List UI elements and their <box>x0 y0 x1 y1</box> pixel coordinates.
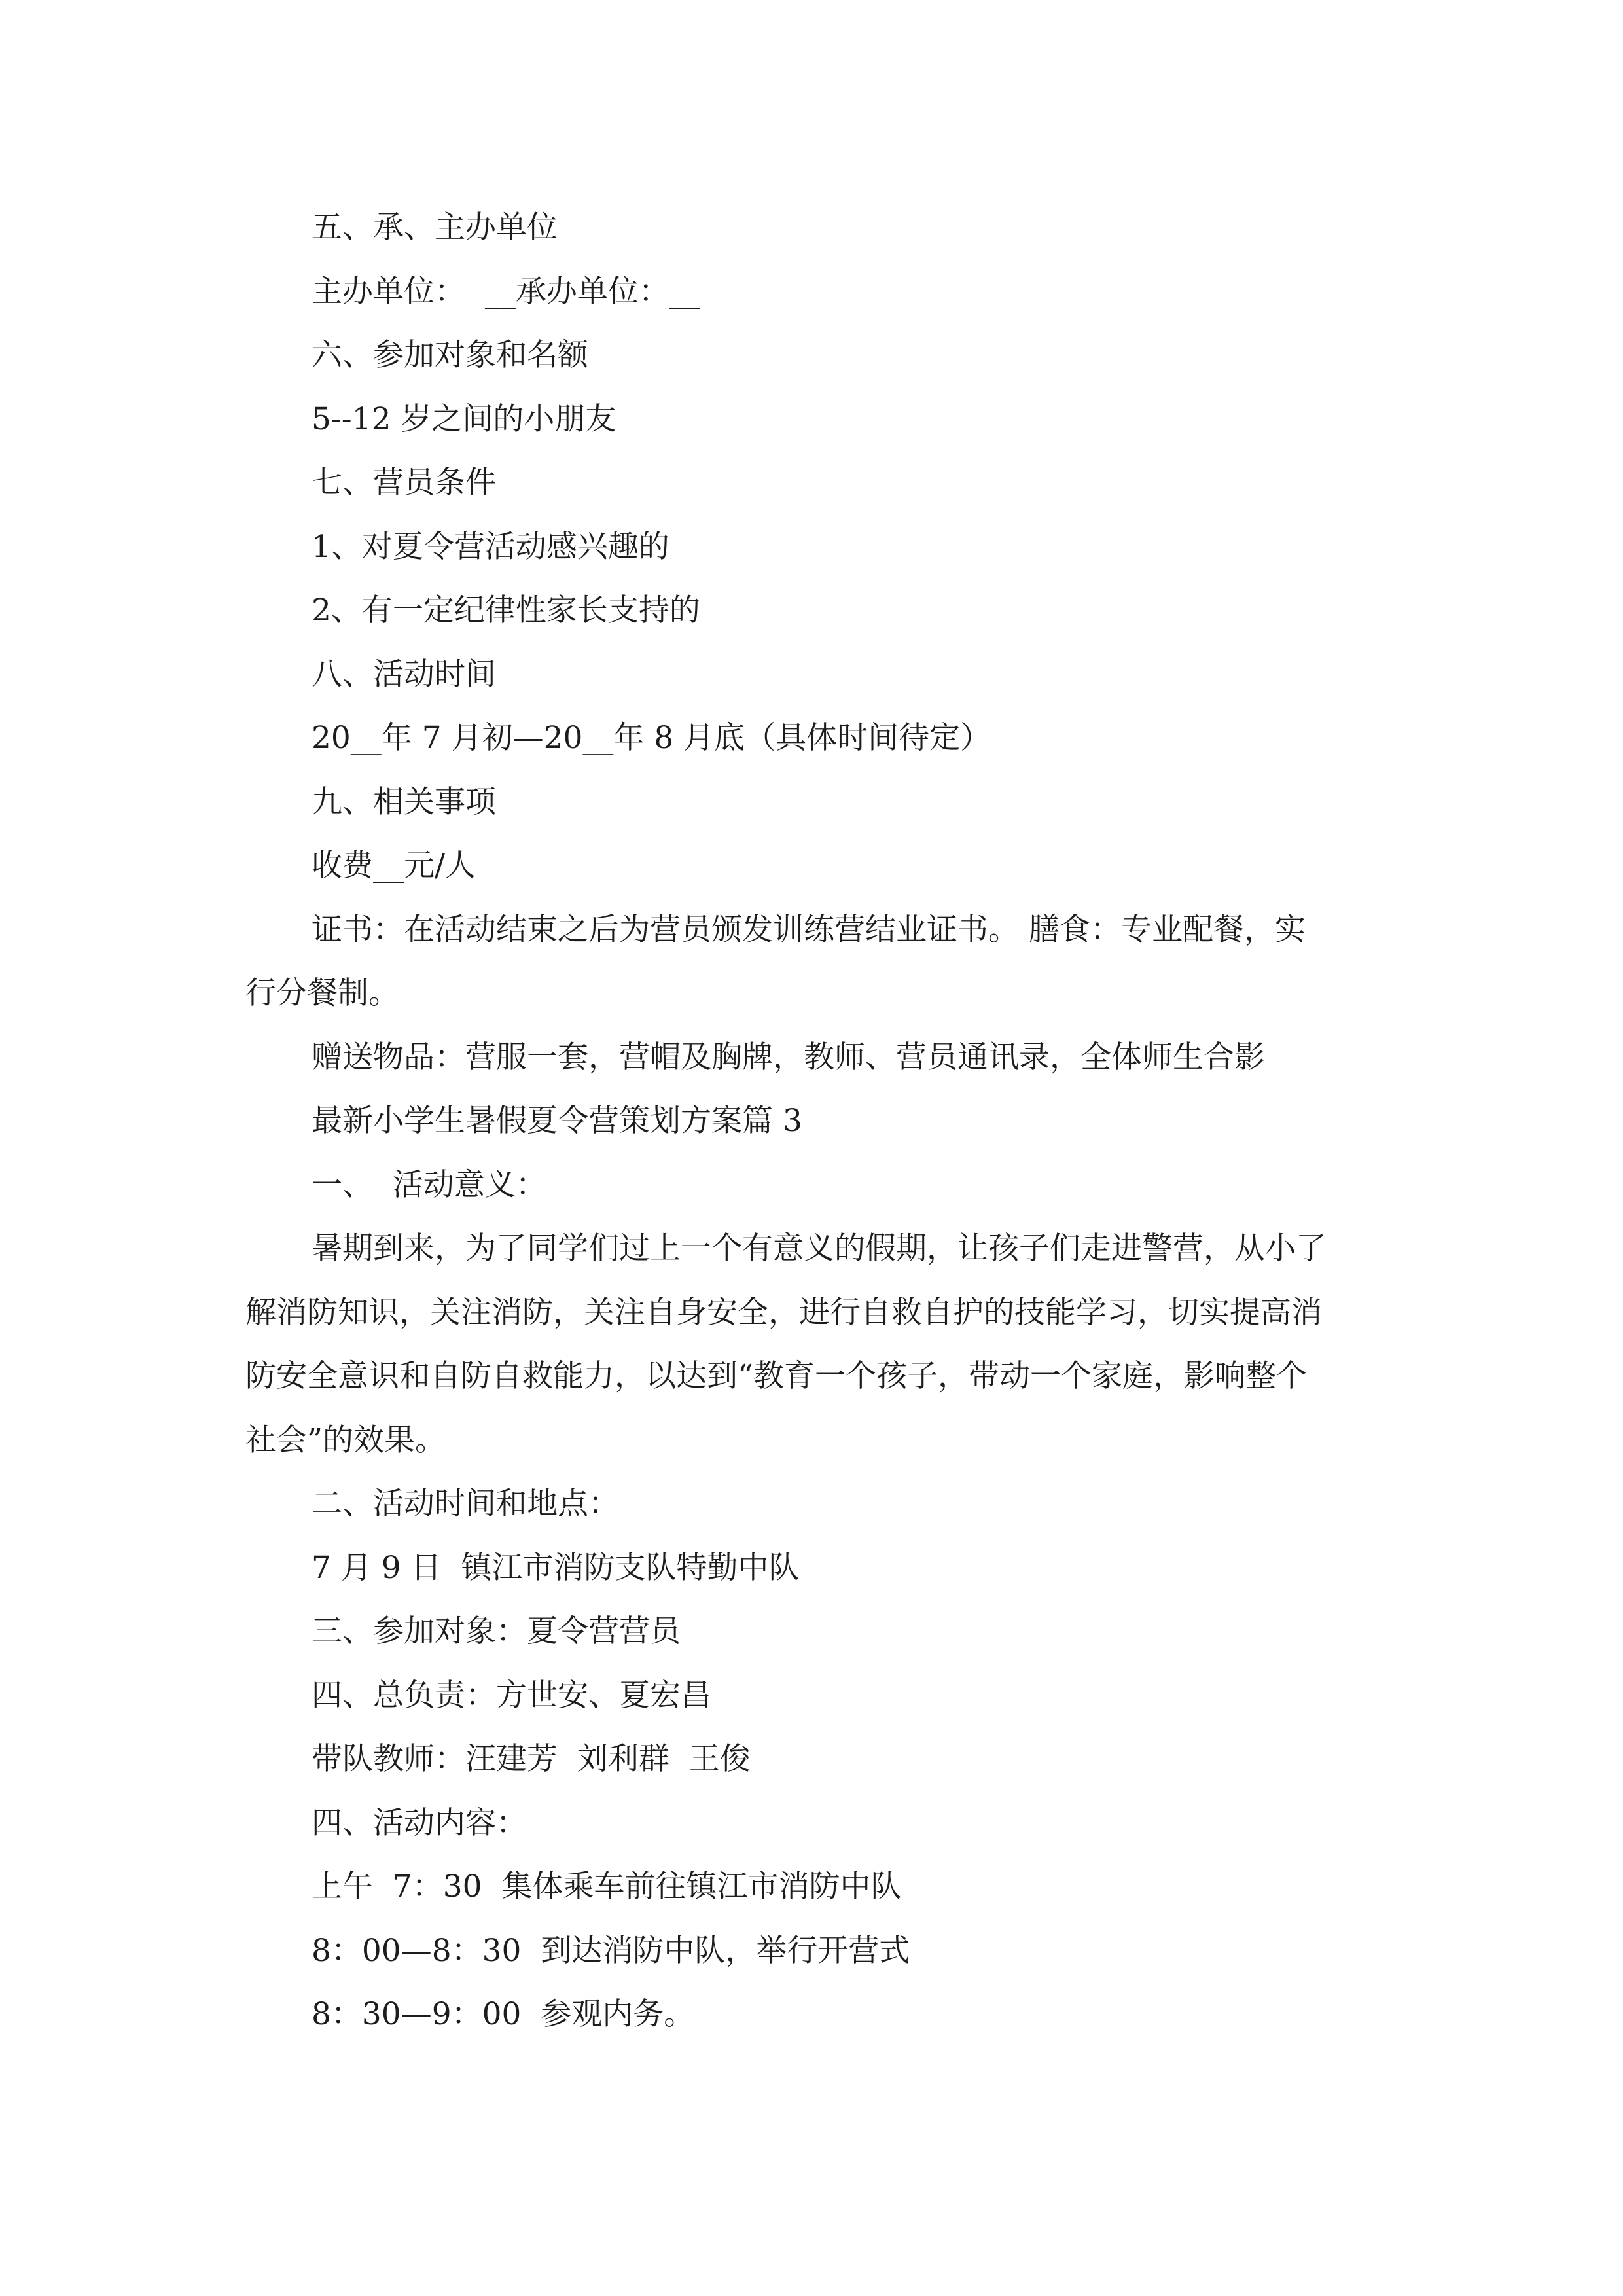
heading-time-and-place: 二、活动时间和地点： <box>312 1486 619 1522</box>
meaning-paragraph-line-2: 解消防知识，关注消防，关注自身安全，进行自救自护的技能学习，切实提高消 <box>245 1295 1322 1331</box>
certificate-line: 证书：在活动结束之后为营员颁发训练营结业证书。 膳食：专业配餐，实 <box>312 912 1306 948</box>
heading-activity-meaning: 一、 活动意义： <box>312 1167 546 1203</box>
heading-participants: 六、参加对象和名额 <box>312 337 588 373</box>
meaning-paragraph-line-3: 防安全意识和自防自救能力，以达到“教育一个孩子，带动一个家庭，影响整个 <box>245 1358 1308 1394</box>
activity-time-line: 20__年 7 月初—20__年 8 月底（具体时间待定） <box>312 720 991 756</box>
condition-2: 2、有一定纪律性家长支持的 <box>312 592 700 628</box>
condition-1: 1、对夏令营活动感兴趣的 <box>312 529 669 565</box>
heading-related-matters: 九、相关事项 <box>312 784 496 820</box>
participants-age: 5--12 岁之间的小朋友 <box>312 401 616 437</box>
meaning-paragraph-line-1: 暑期到来，为了同学们过上一个有意义的假期，让孩子们走进警营，从小了 <box>312 1230 1327 1266</box>
heading-activity-time: 八、活动时间 <box>312 656 496 692</box>
time-place-line: 7 月 9 日 镇江市消防支队特勤中队 <box>312 1550 800 1586</box>
meaning-paragraph-line-4: 社会”的效果。 <box>245 1422 446 1458</box>
heading-conditions: 七、营员条件 <box>312 465 496 501</box>
schedule-item-1: 上午 7：30 集体乘车前往镇江市消防中队 <box>312 1869 902 1905</box>
schedule-item-3: 8：30—9：00 参观内务。 <box>312 1996 695 2032</box>
certificate-line-cont: 行分餐制。 <box>245 975 399 1011</box>
heading-organizers: 五、承、主办单位 <box>312 209 558 245</box>
teachers-line: 带队教师：汪建芳 刘利群 王俊 <box>312 1741 751 1777</box>
leaders-line: 四、总负责：方世安、夏宏昌 <box>312 1677 711 1713</box>
gifts-line: 赠送物品：营服一套，营帽及胸牌，教师、营员通讯录，全体师生合影 <box>312 1039 1265 1075</box>
heading-activity-content: 四、活动内容： <box>312 1805 527 1841</box>
organizers-line: 主办单位： __承办单位：__ <box>312 274 700 310</box>
section-title-plan-3: 最新小学生暑假夏令营策划方案篇 3 <box>312 1103 802 1139</box>
fee-line: 收费__元/人 <box>312 848 476 884</box>
participants-line: 三、参加对象：夏令营营员 <box>312 1613 681 1649</box>
schedule-item-2: 8：00—8：30 到达消防中队，举行开营式 <box>312 1933 910 1969</box>
